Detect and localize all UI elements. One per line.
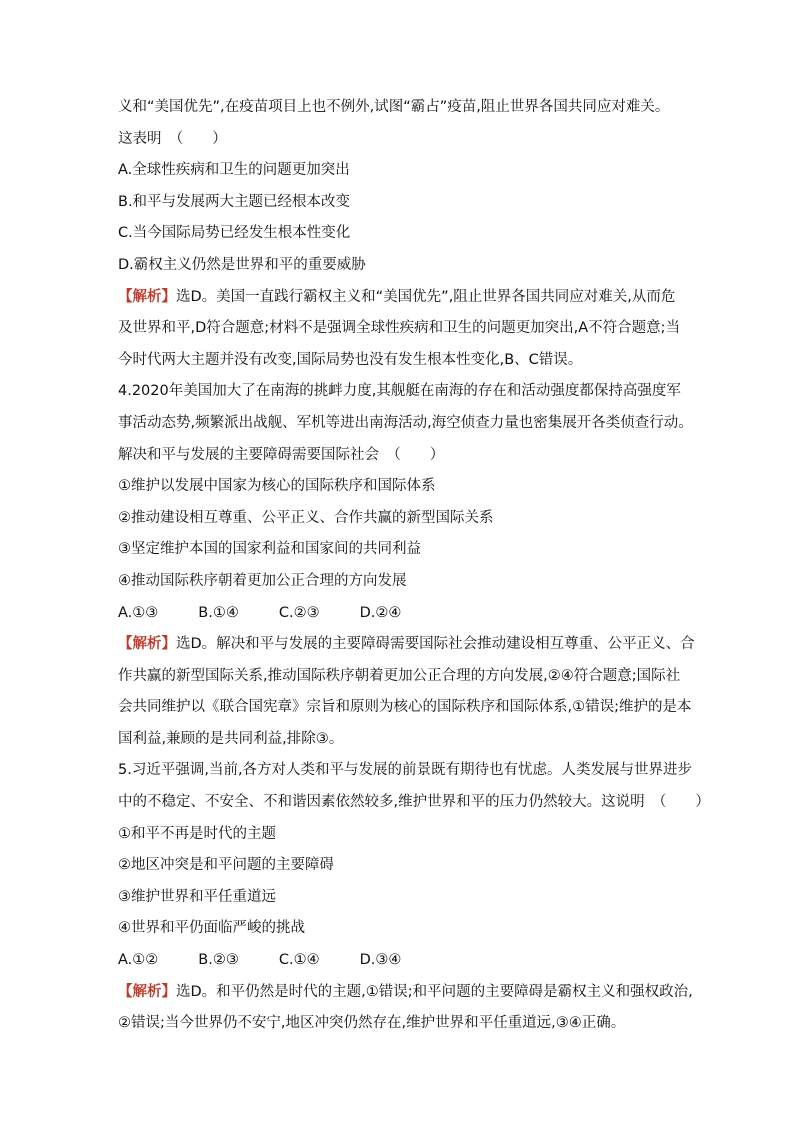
- q3-option-a: A.全球性疾病和卫生的问题更加突出: [118, 162, 350, 179]
- q3-analysis-line: 及世界和平,D符合题意;材料不是强调全球性疾病和卫生的问题更加突出,A不符合题意;当: [118, 320, 681, 337]
- q5-options: [118, 949, 680, 971]
- q4-option-c: C.②③: [278, 604, 320, 621]
- analysis-tag: 【解析】: [118, 983, 176, 1000]
- q3-option-b: B.和平与发展两大主题已经根本改变: [118, 193, 351, 210]
- q5-option-d: D.③④: [359, 952, 402, 969]
- q5-statement-3: ③维护世界和平任重道远: [118, 888, 276, 905]
- q4-analysis-line: [118, 633, 695, 655]
- q4-statement-3: ③坚定维护本国的国家利益和国家间的共同利益: [118, 541, 421, 558]
- q4-stem-line: 解决和平与发展的主要障碍需要国际社会 （ ）: [118, 446, 445, 463]
- q5-option-c: C.①④: [278, 952, 320, 969]
- analysis-text: 选D。和平仍然是时代的主题,①错误;和平问题的主要障碍是霸权主义和强权政治,: [176, 983, 693, 1000]
- q4-analysis-line: 作共赢的新型国际关系,推动国际秩序朝着更加公正合理的方向发展,②④符合题意;国际社: [118, 667, 681, 684]
- q4-options: [118, 602, 680, 624]
- q5-option-b: B.②③: [198, 952, 239, 969]
- q4-option-b: B.①④: [198, 604, 239, 621]
- q4-statement-4: ④推动国际秩序朝着更加公正合理的方向发展: [118, 572, 407, 589]
- q4-stem-line: 4.2020年美国加大了在南海的挑衅力度,其舰艇在南海的存在和活动强度都保持高强度军: [118, 383, 681, 400]
- q5-statement-1: ①和平不再是时代的主题: [118, 825, 276, 842]
- q5-statement-2: ②地区冲突是和平问题的主要障碍: [118, 857, 334, 874]
- analysis-tag: 【解析】: [118, 636, 176, 653]
- q4-option-a: A.①③: [118, 604, 159, 621]
- analysis-tag: 【解析】: [118, 288, 176, 305]
- q4-analysis-line: 会共同维护以《联合国宪章》宗旨和原则为核心的国际秩序和国际体系,①错误;维护的是本: [118, 699, 692, 716]
- q4-option-d: D.②④: [359, 604, 402, 621]
- q5-analysis-line: [118, 981, 693, 1003]
- analysis-text: 选D。解决和平与发展的主要障碍需要国际社会推动建设相互尊重、公平正义、合: [176, 636, 695, 653]
- q5-stem-line: 中的不稳定、不安全、不和谐因素依然较多,维护世界和平的压力仍然较大。这说明 （ ）: [118, 794, 710, 811]
- q5-stem-line: 5.习近平强调,当前,各方对人类和平与发展的前景既有期待也有忧虑。人类发展与世界进步: [118, 762, 693, 779]
- analysis-text: 选D。美国一直践行霸权主义和“美国优先”,阻止世界各国共同应对难关,从而危: [176, 288, 676, 305]
- q5-option-a: A.①②: [118, 952, 159, 969]
- q4-statement-2: ②推动建设相互尊重、公平正义、合作共赢的新型国际关系: [118, 509, 494, 526]
- q3-option-d: D.霸权主义仍然是世界和平的重要威胁: [118, 256, 366, 273]
- q4-stem-line: 事活动态势,频繁派出战舰、军机等进出南海活动,海空侦查力量也密集展开各类侦查行动。: [118, 414, 693, 431]
- q5-statement-4: ④世界和平仍面临严峻的挑战: [118, 920, 305, 937]
- q4-analysis-line: 国利益,兼顾的是共同利益,排除③。: [118, 730, 344, 747]
- q5-analysis-line: ②错误;当今世界仍不安宁,地区冲突仍然存在,维护世界和平任重道远,③④正确。: [118, 1015, 626, 1032]
- q3-analysis-line: 今时代两大主题并没有改变,国际局势也没有发生根本性变化,B、C错误。: [118, 351, 583, 368]
- q3-stem-line: 这表明 （ ）: [118, 130, 227, 147]
- document-body: [118, 96, 710, 1044]
- q3-analysis-line: [118, 286, 680, 308]
- q4-statement-1: ①维护以发展中国家为核心的国际秩序和国际体系: [118, 478, 436, 495]
- q3-option-c: C.当今国际局势已经发生根本性变化: [118, 225, 351, 242]
- q3-stem-line: 义和“美国优先”,在疫苗项目上也不例外,试图“霸占”疫苗,阻止世界各国共同应对难关。: [118, 99, 670, 115]
